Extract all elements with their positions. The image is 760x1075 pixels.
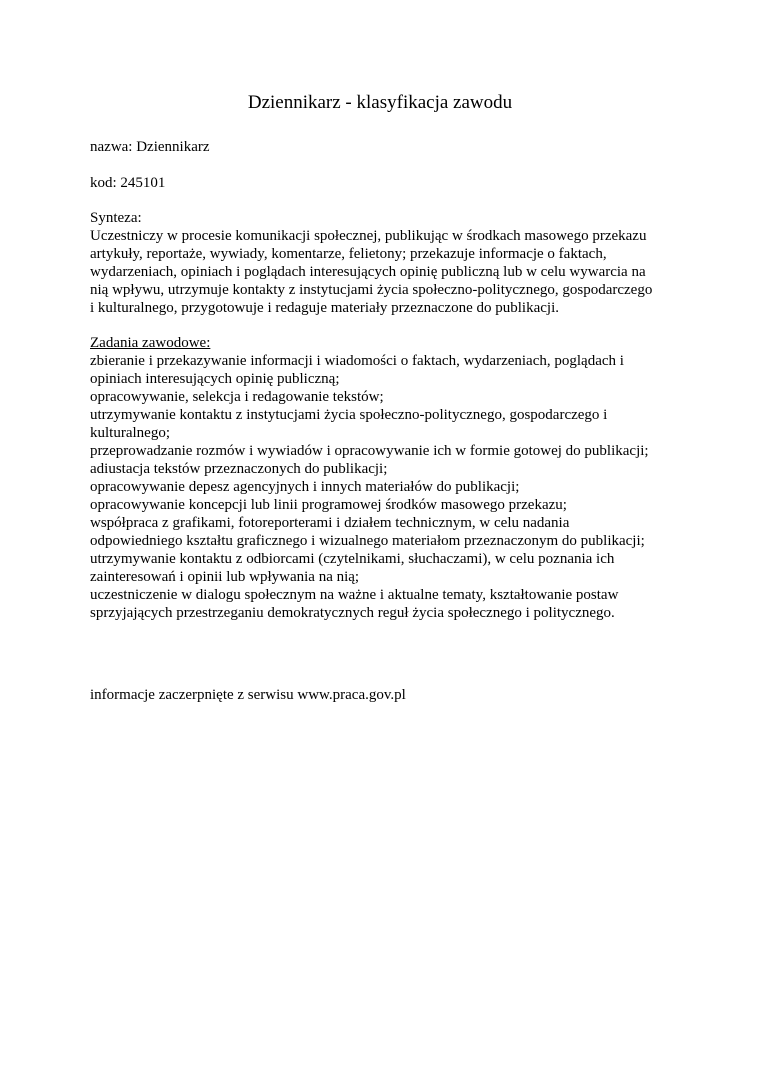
task-line: adiustacja tekstów przeznaczonych do publikacji; (90, 461, 388, 477)
task-line: współpraca z grafikami, fotoreporterami i działem technicznym, w celu nadania (90, 515, 570, 531)
task-line: przeprowadzanie rozmów i wywiadów i opracowywanie ich w formie gotowej do publikacji; (90, 443, 649, 459)
source-note-text: informacje zaczerpnięte z serwisu www.praca.gov.pl (90, 687, 406, 703)
synthesis-line: wydarzeniach, opiniach i poglądach interesujących opinię publiczną lub w celu wywarcia na (90, 264, 646, 280)
task-line: utrzymywanie kontaktu z instytucjami życia społeczno-politycznego, gospodarczego i (90, 407, 608, 423)
synthesis-line: i kulturalnego, przygotowuje i redaguje materiały przeznaczone do publikacji. (90, 300, 559, 316)
profession-name-text: nazwa: Dziennikarz (90, 139, 210, 155)
page-title: Dziennikarz - klasyfikacja zawodu (247, 92, 513, 113)
profession-name (90, 138, 680, 156)
synthesis-line: artykuły, reportaże, wywiady, komentarze, felietony; przekazuje informacje o faktach, (90, 246, 607, 262)
task-line: odpowiedniego kształtu graficznego i wizualnego materiałom przeznaczonym do publikacji; (90, 533, 645, 549)
task-line: opiniach interesujących opinię publiczną; (90, 371, 340, 387)
synthesis-line: nią wpływu, utrzymuje kontakty z instytucjami życia społeczno-politycznego, gospodarczego (90, 282, 653, 298)
task-line: zainteresowań i opinii lub wpływania na nią; (90, 569, 360, 585)
task-line: utrzymywanie kontaktu z odbiorcami (czytelnikami, słuchaczami), w celu poznania ich (90, 551, 615, 567)
profession-code (90, 174, 680, 192)
source-note (90, 686, 680, 704)
task-line: kulturalnego; (90, 425, 170, 441)
synthesis-heading: Synteza: (90, 210, 142, 226)
synthesis-section (90, 209, 680, 317)
task-line: opracowywanie, selekcja i redagowanie tekstów; (90, 389, 384, 405)
tasks-heading: Zadania zawodowe: (90, 335, 211, 351)
profession-code-text: kod: 245101 (90, 175, 166, 191)
task-line: uczestniczenie w dialogu społecznym na ważne i aktualne tematy, kształtowanie postaw (90, 587, 619, 603)
task-line: opracowywanie depesz agencyjnych i innych materiałów do publikacji; (90, 479, 520, 495)
task-line: sprzyjających przestrzeganiu demokratycznych reguł życia społecznego i politycznego. (90, 605, 615, 621)
task-line: zbieranie i przekazywanie informacji i wiadomości o faktach, wydarzeniach, poglądach i (90, 353, 624, 369)
task-line: opracowywanie koncepcji lub linii programowej środków masowego przekazu; (90, 497, 567, 513)
tasks-section (90, 334, 680, 622)
synthesis-line: Uczestniczy w procesie komunikacji społecznej, publikując w środkach masowego przekazu (90, 228, 647, 244)
